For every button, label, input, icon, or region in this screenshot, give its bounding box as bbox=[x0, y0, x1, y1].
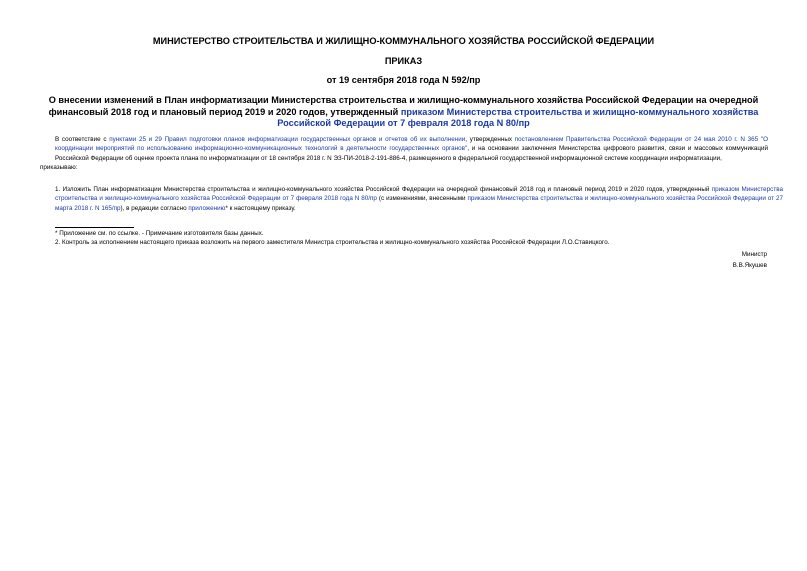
item1-text-1: 1. Изложить План информатизации Министерства строительства и жилищно-коммунального хозяйства Российской Федерации на очередной финансовый 2018 год и плановый период 2019 и 2020 годов, утвержденный bbox=[55, 186, 712, 193]
appendix-link[interactable]: приложению bbox=[188, 204, 226, 212]
preamble-text-1: В соответствие с bbox=[55, 136, 110, 143]
document-type: ПРИКАЗ bbox=[384, 56, 423, 66]
signature-position: Министр bbox=[741, 251, 767, 258]
paragraph-item-1 bbox=[40, 185, 783, 213]
order-word: приказываю: bbox=[40, 164, 78, 172]
order-165-link[interactable]: приказом Министерства строительства и жилищно-коммунального хозяйства Российской Федерации от 27 марта 2018 г. N 165/пр bbox=[55, 195, 783, 212]
government-resolution-link[interactable]: постановлением Правительства Российской Федерации от 24 мая 2010 г. N 365 "О координации мероприятий по использованию информационно-коммуникационных технологий в деятельности государственных органов" bbox=[55, 136, 769, 153]
preamble-text-2: , утвержденных bbox=[465, 136, 515, 143]
paragraph-preamble bbox=[40, 135, 768, 173]
footnote: * Приложение см. по ссылке. - Примечание изготовителя базы данных. bbox=[55, 230, 264, 237]
signature-block bbox=[733, 249, 767, 271]
item1-text-4: * к настоящему приказу. bbox=[225, 204, 296, 212]
paragraph-item-2: 2. Контроль за исполнением настоящего приказа возложить на первого заместителя Министра строительства и жилищно-коммунального хозяйства Российской Федерации Л.О.Ставицкого. bbox=[55, 239, 610, 246]
order-80-link[interactable]: приказом Министерства строительства и жилищно-коммунального хозяйства Российской Федерации от 7 февраля 2018 года N 80/пр bbox=[55, 186, 783, 203]
signature-name: В.В.Якушев bbox=[732, 262, 767, 269]
rules-link[interactable]: пунктами 25 и 29 Правил подготовки планов информатизации государственных органов и отчетов об их выполнении bbox=[109, 136, 466, 143]
title-text: О внесении изменений в План информатизации Министерства строительства и жилищно-коммунального хозяйства Российской Федерации на очередной финансовый 2018 год и плановый период 2019 и 2020 годов, утвержденный bbox=[48, 95, 759, 117]
document-title bbox=[48, 95, 759, 130]
preamble-text-3: , и на основании заключения Министерства цифрового развития, связи и массовых коммуникаций Российской Федерации об оценке проекта плана по информатизации от 18 сентября 2018 г. N ЭЗ-ПИ-2018-2-191-886-4, размещенного в федеральной государственной информационной системе координации информатизации, bbox=[55, 145, 768, 162]
footnote-divider bbox=[55, 227, 134, 228]
document-date-number: от 19 сентября 2018 года N 592/пр bbox=[326, 75, 481, 85]
ministry-heading: МИНИСТЕРСТВО СТРОИТЕЛЬСТВА И ЖИЛИЩНО-КОММУНАЛЬНОГО ХОЗЯЙСТВА РОССИЙСКОЙ ФЕДЕРАЦИИ bbox=[152, 36, 655, 46]
item1-text-2: (с изменениями, внесенными bbox=[376, 195, 468, 203]
preamble-text bbox=[40, 135, 768, 163]
title-order-link[interactable]: приказом Министерства строительства и жилищно-коммунального хозяйства Российской Федерации от 7 февраля 2018 года N 80/пр bbox=[277, 106, 759, 128]
item1-text-3: ), в редакции согласно bbox=[120, 204, 189, 212]
